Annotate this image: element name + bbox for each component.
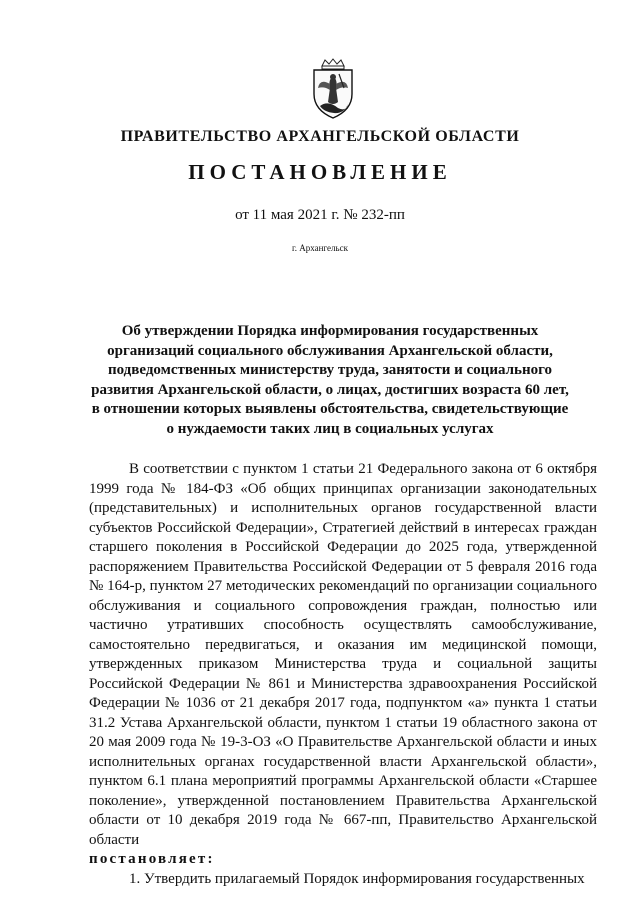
- preamble-paragraph: [89, 460, 597, 870]
- title-line: в отношении которых выявлены обстоятельства, свидетельствующие: [91, 401, 569, 417]
- preamble-text: В соответствии с пунктом 1 статьи 21 Федерального закона от 6 октября 1999 года № 184-ФЗ «Об общих принципах организации законодательных (представительных) и исполнительных органов государственной власти субъектов Российской Федерации», Стратегией действий в интересах граждан старшего поколения в Российской Федерации до 2025 года, утвержденной распоряжением Правительства Российской Федерации от 5 февраля 2016 года № 164-р, пунктом 27 методических рекомендаций по организации социального обслуживания и социального сопровождения граждан, полностью или частично утративших способность осуществлять самообслуживание, самостоятельно передвигаться, и оказания им медицинской помощи, утвержденных приказом Министерства труда и социальной защиты Российской Федерации № 861 и Министерства здравоохранения Российской Федерации № 1036 от 21 декабря 2017 года, подпунктом «а» пункта 1 статьи 31.2 Устава Архангельской области, пунктом 1 статьи 19 областного закона от 20 мая 2009 года № 19-3-ОЗ «О Правительстве Архангельской области и иных исполнительных органах государственной власти Архангельской области», пунктом 6.1 плана мероприятий программы Архангельской области «Старшее поколение», утвержденной постановлением Правительства Архангельской области от 10 декабря 2019 года № 667-пп, Правительство Архангельской области: [89, 461, 597, 848]
- document-date-number: от 11 мая 2021 г. № 232-пп: [235, 207, 405, 223]
- document-type: ПОСТАНОВЛЕНИЕ: [188, 160, 452, 184]
- document-body: [89, 460, 597, 889]
- title-line: организаций социального обслуживания Архангельской области,: [107, 342, 553, 359]
- resolves-word: постановляет:: [89, 851, 215, 867]
- item-1-paragraph: 1. Утвердить прилагаемый Порядок информирования государственных: [129, 870, 585, 887]
- document-city: г. Архангельск: [292, 243, 348, 253]
- document-title: [60, 322, 600, 439]
- title-line: о нуждаемости таких лиц в социальных услугах: [166, 420, 494, 437]
- title-line: Об утверждении Порядка информирования государственных: [121, 323, 539, 339]
- title-line: развития Архангельской области, о лицах, достигших возраста 60 лет,: [91, 381, 569, 398]
- coat-of-arms-icon: [308, 58, 358, 120]
- title-line: подведомственных министерству труда, занятости и социального: [107, 362, 553, 378]
- organization-name: ПРАВИТЕЛЬСТВО АРХАНГЕЛЬСКОЙ ОБЛАСТИ: [120, 128, 520, 145]
